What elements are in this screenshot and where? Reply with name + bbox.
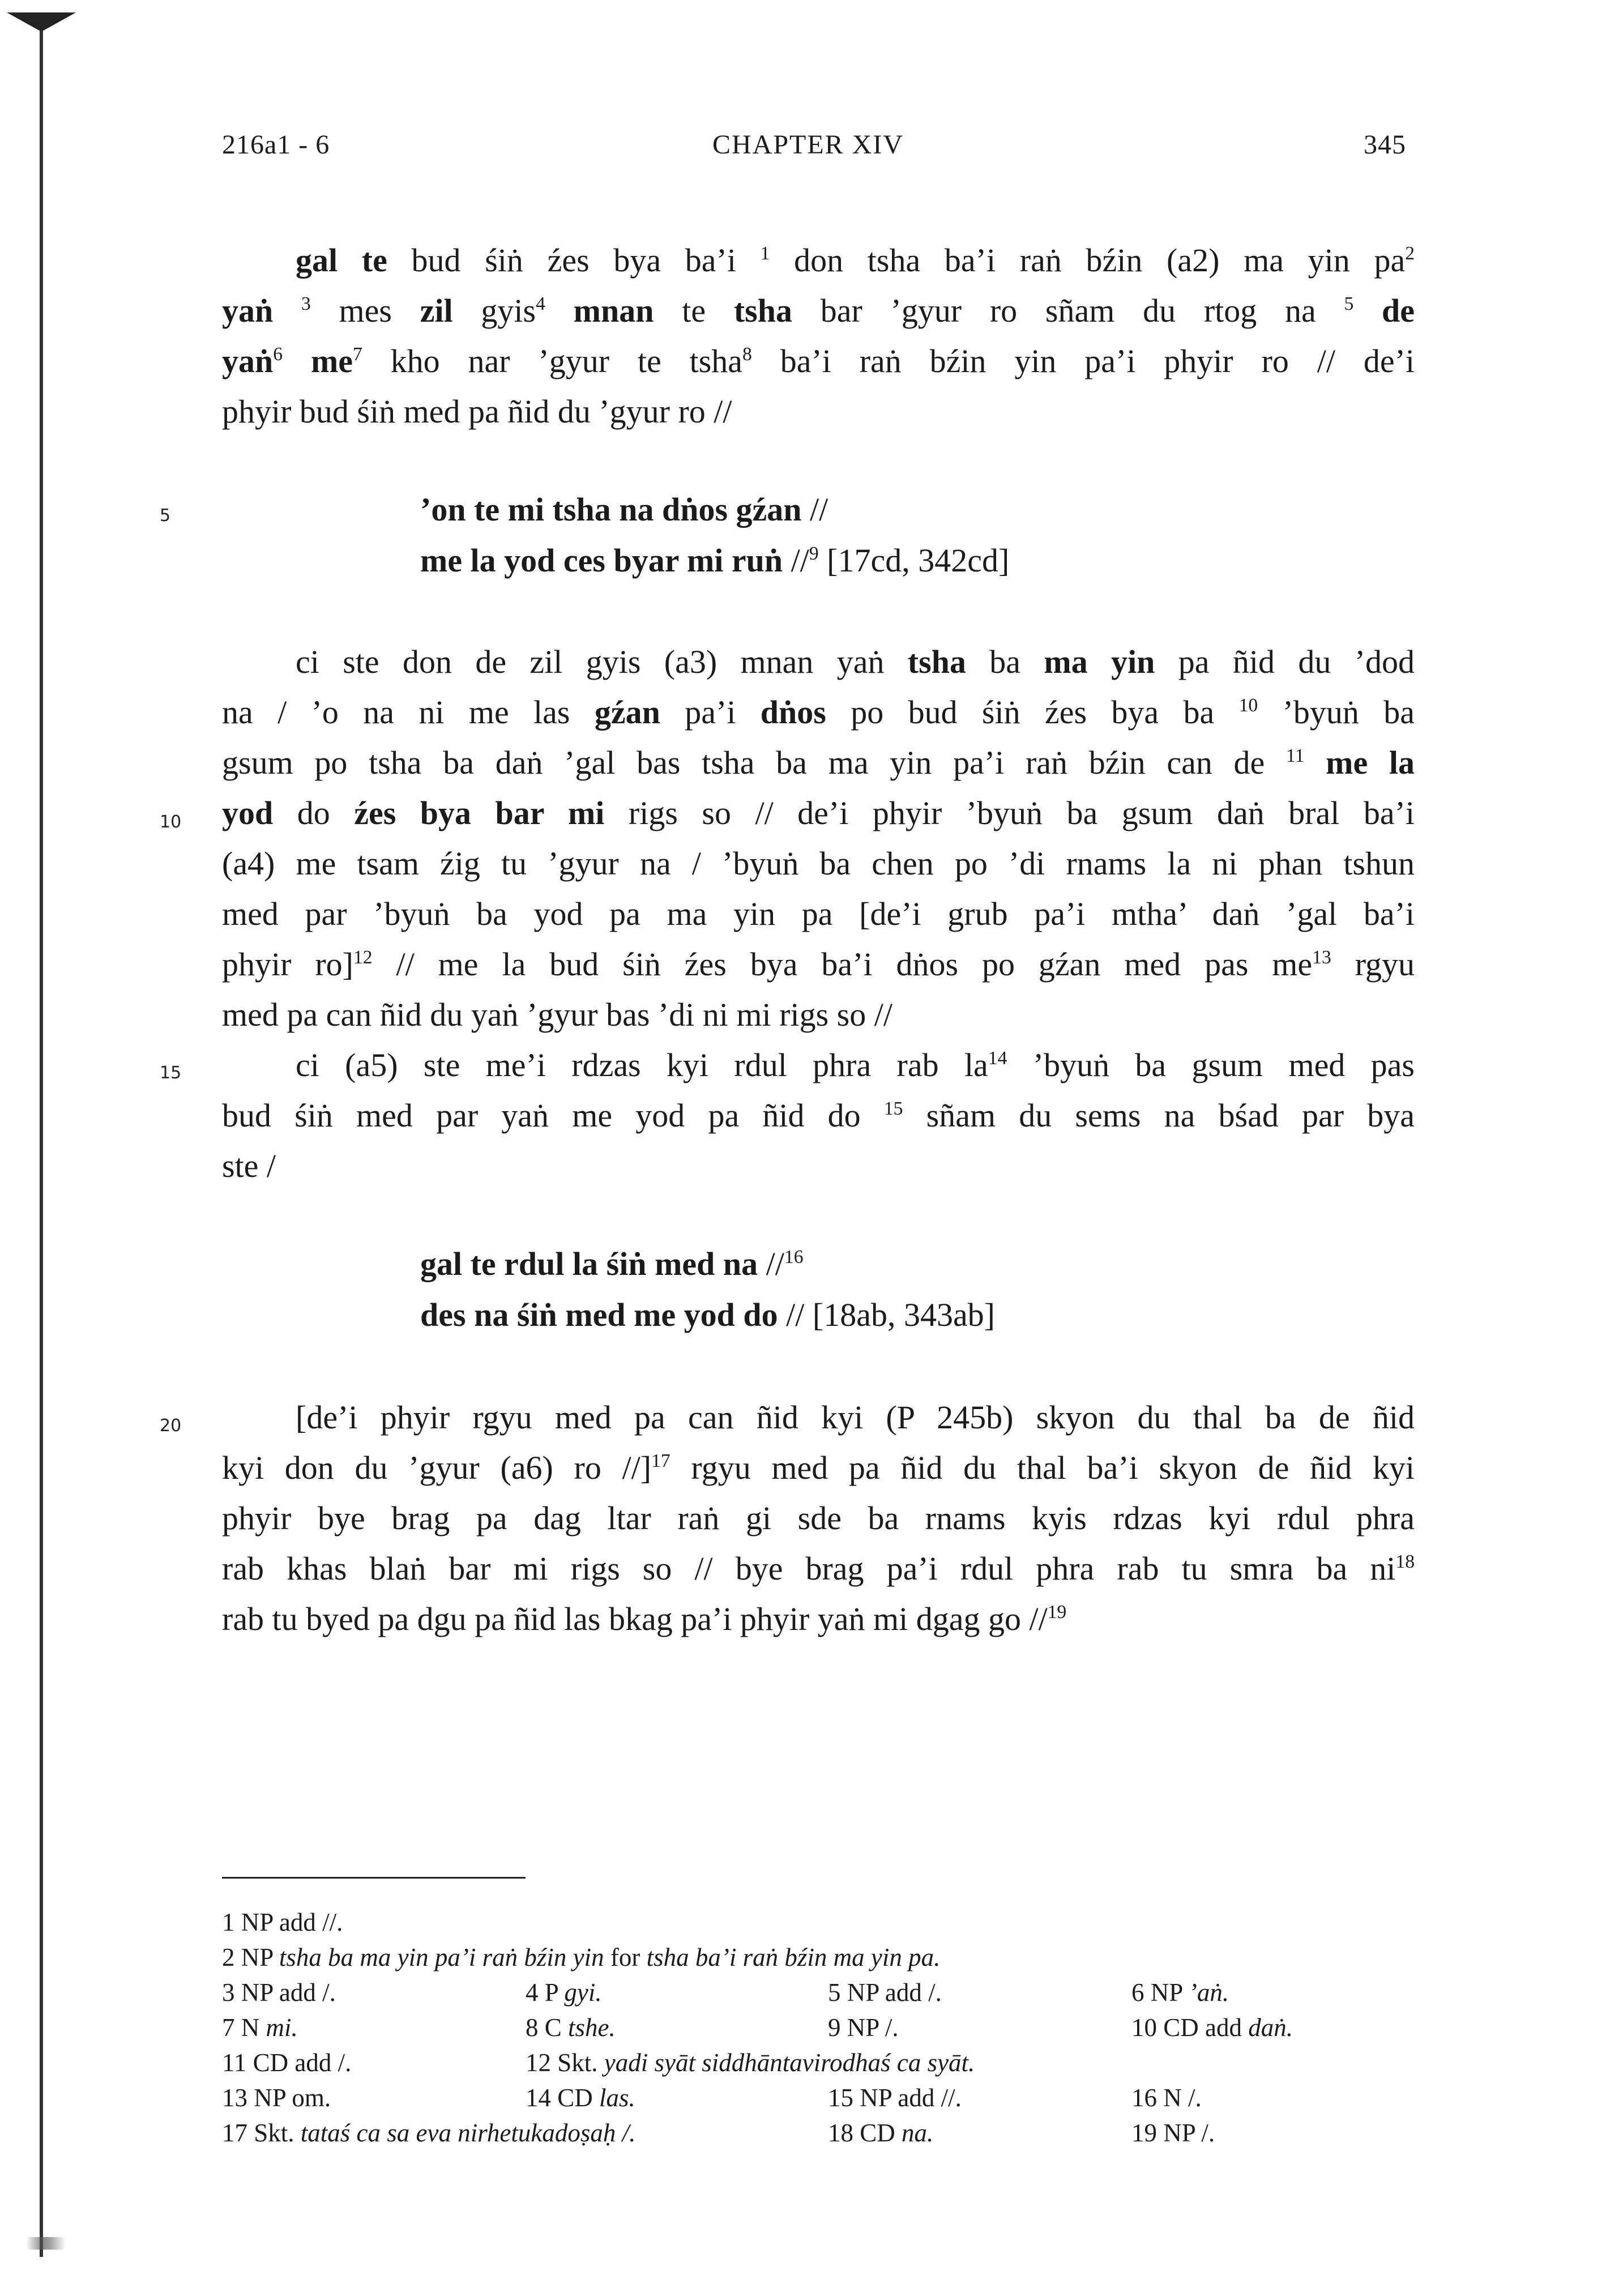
footnote-marker: 11 (1286, 745, 1305, 767)
bold-lemma: yaṅ (222, 343, 274, 379)
verse-line (420, 1290, 995, 1340)
text-run: (a4) me tsam źig tu ’gyur na / ’byuṅ ba chen po ’di rnams la ni phan tshun (222, 845, 1415, 882)
text-run: phyir bud śiṅ med pa ñid du ’gyur ro // (222, 393, 732, 430)
binding-mark (7, 12, 76, 32)
italic-reading: tataś ca sa eva nirhetukadoṣaḥ /. (300, 2119, 636, 2147)
text-run: [17cd, 342cd] (818, 542, 1010, 579)
footnote (1131, 2115, 1215, 2150)
bold-lemma: me la (1326, 744, 1415, 781)
text-line (222, 1594, 1415, 1644)
footnote-marker: 19 (1047, 1602, 1067, 1623)
text-run: 12 Skt. (526, 2049, 604, 2077)
text-run: ’byuṅ ba gsum med pas (1007, 1047, 1415, 1083)
italic-reading: ’aṅ. (1188, 1978, 1229, 2007)
footnote-marker: 18 (1395, 1551, 1415, 1573)
footnote (1131, 2080, 1202, 2115)
text-run: 11 CD add /. (222, 2049, 352, 2077)
text-run: // me la bud śiṅ źes bya ba’i dṅos po gźan med pas me (372, 946, 1313, 983)
text-line (222, 387, 1415, 437)
footnote (1131, 2010, 1293, 2045)
line-number-10: 10 (160, 812, 182, 832)
bold-lemma: ma yin (1044, 643, 1155, 680)
text-run (283, 343, 311, 379)
bold-lemma: dṅos (760, 694, 826, 731)
text-run: rab tu byed pa dgu pa ñid las bkag pa’i phyir yaṅ mi dgag go // (222, 1601, 1048, 1637)
text-line (222, 839, 1415, 889)
text-line (222, 1091, 1415, 1141)
text-run: ste / (222, 1147, 276, 1184)
footnote-marker: 16 (784, 1247, 804, 1268)
page-number: 345 (1364, 130, 1406, 160)
line-number-5: 5 (160, 506, 171, 526)
text-run (1353, 292, 1382, 329)
footnote (222, 1940, 940, 1975)
footnote (526, 2010, 616, 2045)
footnote (828, 2080, 962, 2115)
bold-lemma: tsha (733, 292, 792, 329)
footnote-marker: 4 (536, 293, 545, 315)
italic-reading: tsha ba ma yin pa’i raṅ bźin yin (279, 1943, 604, 1971)
text-run (273, 292, 301, 329)
bold-lemma: gal te rdul la śiṅ med na (420, 1245, 758, 1282)
text-line (222, 1393, 1415, 1443)
footnote (526, 2080, 635, 2115)
footnote-marker: 3 (301, 293, 311, 315)
bold-lemma: yaṅ (222, 292, 274, 329)
text-run: 6 NP (1131, 1978, 1189, 2007)
text-run: bud śiṅ med par yaṅ me yod pa ñid do (222, 1097, 884, 1134)
text-run: for (604, 1943, 647, 1971)
text-run: bar ’gyur ro sñam du rtog na (792, 292, 1344, 329)
chapter-title: CHAPTER XIV (712, 130, 904, 160)
footnote-marker: 10 (1238, 695, 1258, 716)
bold-lemma: mnan (573, 292, 654, 329)
text-line (222, 236, 1415, 285)
text-run: 7 N (222, 2013, 266, 2042)
text-line (222, 1443, 1415, 1493)
bold-lemma: me (310, 343, 353, 379)
bold-lemma: yod (222, 795, 274, 831)
text-run: 13 NP om. (222, 2084, 331, 2112)
text-run: do (273, 795, 355, 831)
footnote-marker: 6 (273, 344, 283, 365)
text-run: 19 NP /. (1131, 2119, 1215, 2147)
verse-line (420, 1239, 804, 1289)
text-run: phyir ro] (222, 946, 353, 983)
line-number-20: 20 (160, 1416, 182, 1436)
italic-reading: daṅ. (1248, 2013, 1293, 2042)
text-run: rab khas blaṅ bar mi rigs so // bye brag pa’i rdul phra rab tu smra ba ni (222, 1550, 1396, 1587)
text-run: pa’i (660, 694, 761, 731)
footnote-marker: 12 (353, 947, 373, 968)
bold-lemma: gal te (296, 242, 387, 279)
italic-reading: tsha ba’i raṅ bźin ma yin pa. (646, 1943, 941, 1971)
text-run: // (801, 491, 828, 528)
text-run: 4 P (526, 1978, 565, 2007)
footnote-rule (222, 1877, 526, 1879)
text-run: 17 Skt. (222, 2119, 301, 2147)
text-line (222, 889, 1415, 939)
text-run: phyir bye brag pa dag ltar raṅ gi sde ba rnams kyis rdzas kyi rdul phra (222, 1500, 1415, 1537)
binding-mark-bottom (26, 2237, 66, 2250)
footnote-marker: 8 (742, 344, 752, 365)
footnote-marker: 15 (883, 1098, 903, 1120)
text-line (222, 336, 1415, 386)
italic-reading: las. (599, 2084, 635, 2112)
bold-lemma: zil (420, 292, 453, 329)
text-run: 8 C (526, 2013, 569, 2042)
text-run: 9 NP /. (828, 2013, 899, 2042)
italic-reading: mi. (266, 2013, 298, 2042)
footnote (222, 2045, 351, 2080)
text-run: ba’i raṅ bźin yin pa’i phyir ro // de’i (751, 343, 1415, 379)
text-line (222, 688, 1415, 737)
bold-lemma: ’on te mi tsha na dṅos gźan (420, 491, 802, 528)
bold-lemma: źes bya bar mi (354, 795, 605, 831)
text-line (222, 738, 1415, 788)
line-number-15: 15 (160, 1063, 182, 1083)
text-line (222, 990, 1415, 1040)
text-run: rgyu med pa ñid du thal ba’i skyon de ñid kyi (670, 1449, 1415, 1486)
text-run: pa ñid du ’dod (1155, 643, 1415, 680)
folio-reference: 216a1 - 6 (222, 130, 330, 160)
italic-reading: yadi syāt siddhāntavirodhaś ca syāt. (604, 2049, 975, 2077)
text-run: mes (310, 292, 420, 329)
footnote (1131, 1975, 1229, 2010)
bold-lemma: de (1382, 292, 1415, 329)
text-line (222, 1141, 1415, 1191)
footnote (222, 1905, 343, 1940)
text-run: rigs so // de’i phyir ’byuṅ ba gsum daṅ bral ba’i (604, 795, 1415, 831)
text-run: // (758, 1245, 784, 1282)
text-run: na / ’o na ni me las (222, 694, 595, 731)
text-run: kyi don du ’gyur (a6) ro //] (222, 1449, 652, 1486)
text-run: // [18ab, 343ab] (778, 1296, 995, 1333)
footnote-marker: 14 (988, 1048, 1007, 1069)
text-run: 16 N /. (1131, 2084, 1202, 2112)
text-run: ’byuṅ ba (1258, 694, 1415, 731)
text-run (545, 292, 574, 329)
text-line (222, 788, 1415, 838)
text-line (222, 940, 1415, 989)
text-run: 18 CD (828, 2119, 902, 2147)
footnote-marker: 1 (760, 243, 770, 264)
footnote (222, 2010, 298, 2045)
verse-line (420, 485, 828, 535)
text-run: // (783, 542, 809, 579)
text-line (222, 1493, 1415, 1543)
footnote (222, 2080, 331, 2115)
footnote (526, 1975, 602, 2010)
bold-lemma: gźan (594, 694, 660, 731)
text-run: ci (a5) ste me’i rdzas kyi rdul phra rab la (296, 1047, 988, 1083)
footnote-marker: 5 (1344, 293, 1354, 315)
footnote (222, 1975, 336, 2010)
text-run: ci ste don de zil gyis (a3) mnan yaṅ (296, 643, 908, 680)
footnote-marker: 13 (1312, 947, 1331, 968)
footnote (222, 2115, 635, 2150)
text-line (222, 1544, 1415, 1594)
text-run: gyis (452, 292, 536, 329)
bold-lemma: me la yod ces byar mi ruṅ (420, 542, 783, 579)
footnote-marker: 7 (353, 344, 362, 365)
text-run: med pa can ñid du yaṅ ’gyur bas ’di ni mi rigs so // (222, 996, 892, 1033)
bold-lemma: tsha (907, 643, 966, 680)
italic-reading: gyi. (564, 1978, 602, 2007)
text-run: kho nar ’gyur te tsha (362, 343, 743, 379)
text-run: [de’i phyir rgyu med pa can ñid kyi (P 245b) skyon du thal ba de ñid (296, 1399, 1415, 1436)
verse-line (420, 536, 1009, 586)
text-run: 2 NP (222, 1943, 279, 1971)
text-run: bud śiṅ źes bya ba’i (387, 242, 761, 279)
footnote-marker: 17 (651, 1450, 670, 1472)
footnote (526, 2045, 975, 2080)
text-line (222, 1040, 1415, 1090)
text-run: rgyu (1331, 946, 1415, 983)
text-line (222, 286, 1415, 336)
text-run: med par ’byuṅ ba yod pa ma yin pa [de’i grub pa’i mtha’ daṅ ’gal ba’i (222, 895, 1415, 932)
text-run: te (654, 292, 734, 329)
italic-reading: na. (902, 2119, 934, 2147)
text-run: ba (966, 643, 1044, 680)
footnote (828, 1975, 942, 2010)
bold-lemma: des na śiṅ med me yod do (420, 1296, 778, 1333)
text-run (1304, 744, 1326, 781)
text-run: 3 NP add /. (222, 1978, 336, 2007)
text-run: 15 NP add //. (828, 2084, 962, 2112)
italic-reading: tshe. (568, 2013, 616, 2042)
text-line (222, 637, 1415, 687)
footnote-marker: 9 (809, 543, 819, 565)
text-run: sñam du sems na bśad par bya (903, 1097, 1415, 1134)
text-run: 1 NP add //. (222, 1908, 343, 1936)
page-spine-line (40, 31, 43, 2257)
text-run: gsum po tsha ba daṅ ’gal bas tsha ba ma yin pa’i raṅ bźin can de (222, 744, 1287, 781)
text-run: 10 CD add (1131, 2013, 1249, 2042)
footnote-marker: 2 (1405, 243, 1415, 264)
footnote (828, 2115, 933, 2150)
text-run: 14 CD (526, 2084, 600, 2112)
text-run: po bud śiṅ źes bya ba (826, 694, 1239, 731)
text-run: 5 NP add /. (828, 1978, 942, 2007)
footnote (828, 2010, 899, 2045)
text-run: don tsha ba’i raṅ bźin (a2) ma yin pa (770, 242, 1406, 279)
